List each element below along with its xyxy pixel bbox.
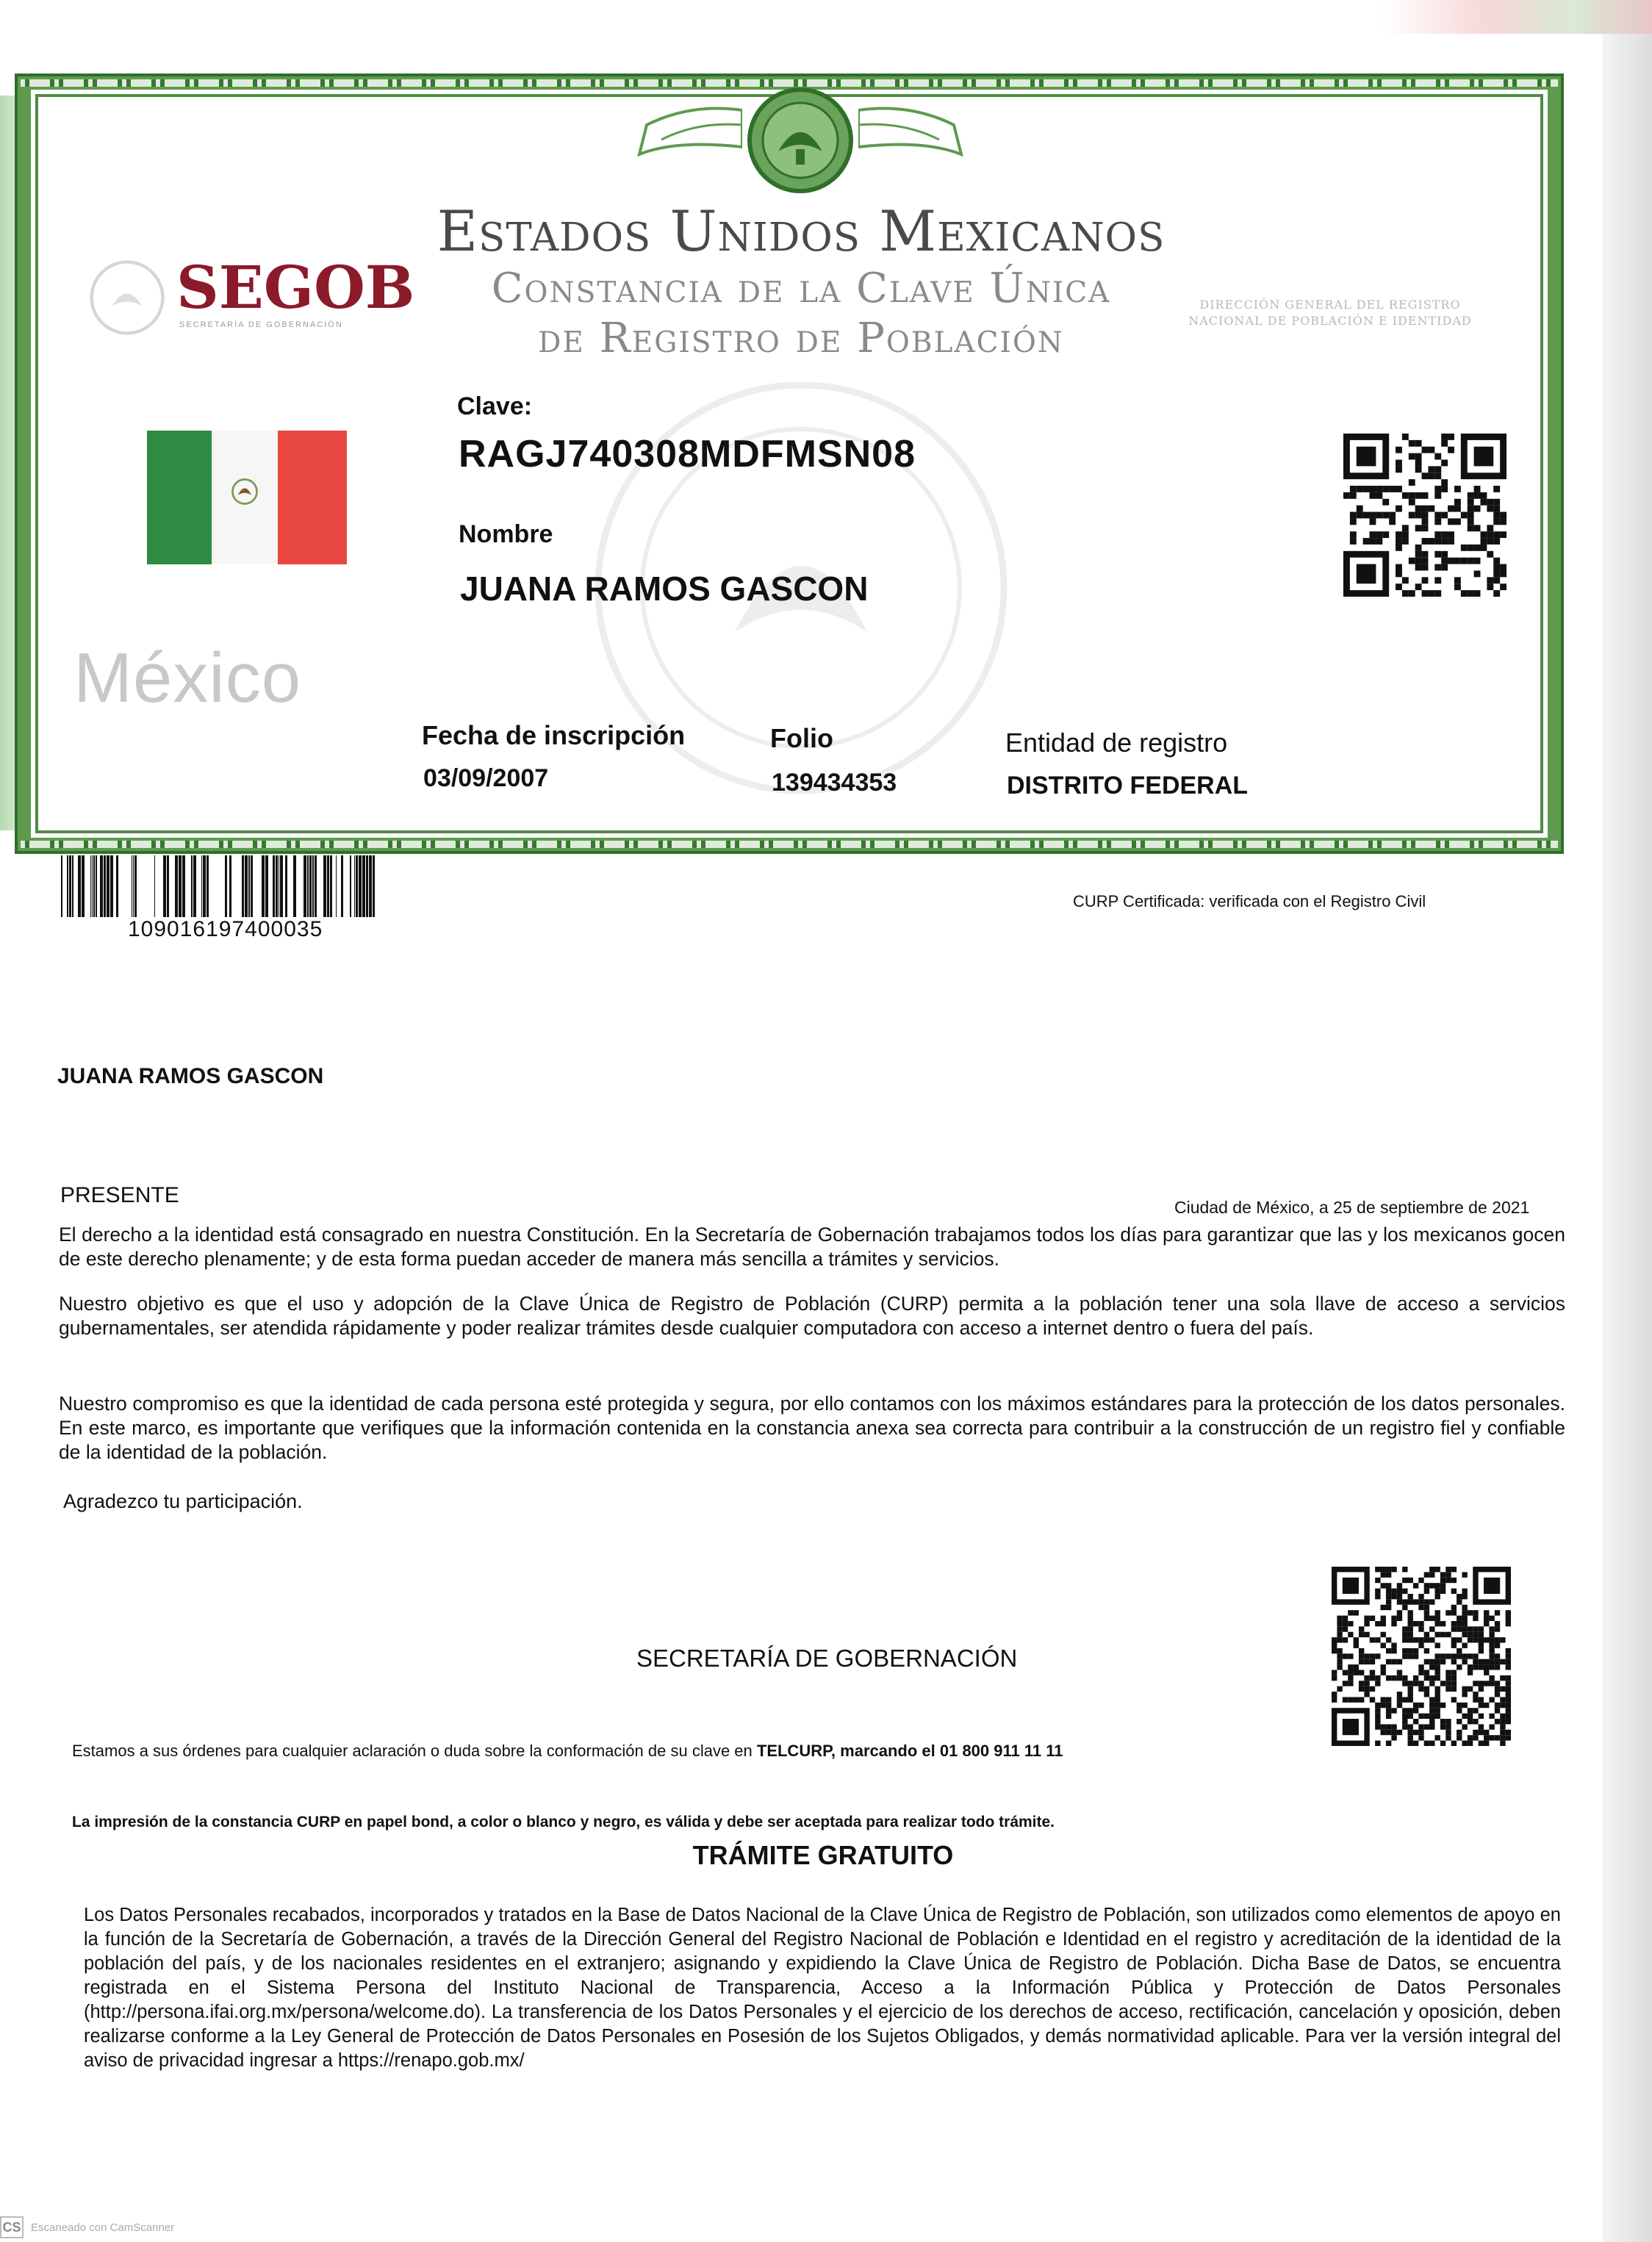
clave-label: Clave: <box>457 392 533 420</box>
ornament-right-icon <box>858 96 969 176</box>
folio-label: Folio <box>770 723 833 753</box>
barcode-number: 10901619740003​5 <box>128 917 323 941</box>
telcurp-line <box>72 1742 1248 1761</box>
letter-thanks: Agradezco tu participación. <box>63 1490 303 1512</box>
mexico-brand-watermark: México <box>73 639 302 717</box>
privacy-notice: Los Datos Personales recabados, incorporados y tratados en la Base de Datos Nacional de la Clave Única de Registro de Población, son utilizados como elementos de apoyo en la función de la Secretaría de Gobernación, a través de la Dirección General del Registro Nacional de Población e Identidad en el registro y acreditación de la identidad de la población del país, y de los nacionales residentes en el extranjero; asignando y expidiendo la Clave Única de Registro de Población. Dicha Base de Datos, se encuentra registrada en el Sistema Persona del Instituto Nacional de Transparencia, Acceso a la Información Pública y Protección de Datos Personales (http://persona.ifai.org.mx/persona/welcome.do). La transferencia de los Datos Personales y el ejercicio de los derechos de acceso, rectificación, cancelación y oposición, deben realizarse conforme a la Ley General de Protección de Datos Personales en Posesión de los Sujetos Obligados, y demás normatividad aplicable. Para ver la versión integral del aviso de privacidad ingresar a https://renapo.gob.mx/ <box>84 1905 1561 2071</box>
qr-code-icon <box>1343 434 1506 597</box>
letter-paragraph: El derecho a la identidad está consagrado en nuestra Constitución. En la Secretaría de Gobernación trabajamos todos los días para garantizar que las y los mexicanos gocen de este derecho plenamente; y de esta forma puedan acceder de manera más sencilla a trámites y servicios. <box>59 1224 1565 1270</box>
title-registro: de Registro de Población <box>538 315 1064 362</box>
mexican-flag-icon <box>147 431 347 564</box>
telcurp-phone: TELCURP, marcando el 01 800 911 11 11 <box>756 1742 1063 1760</box>
entidad-registro-value: DISTRITO FEDERAL <box>1007 772 1249 800</box>
ornament-left-icon <box>632 96 742 176</box>
tramite-gratuito-heading: TRÁMITE GRATUITO <box>692 1840 954 1870</box>
title-country: Estados Unidos Mexicanos <box>437 198 1166 264</box>
letter-signature: SECRETARÍA DE GOBERNACIÓN <box>636 1645 1018 1672</box>
barcode-icon <box>54 855 375 917</box>
entidad-registro-label: Entidad de registro <box>1005 727 1228 758</box>
camscanner-text: Escaneado con CamScanner <box>31 2221 175 2234</box>
letter-paragraph: Nuestro objetivo es que el uso y adopción de la Clave Única de Registro de Población (CURP) permita a la población tener una sola llave de acceso a servicios gubernamentales, ser atendida rápidamente y poder realizar trámites desde cualquier computadora con acceso a internet dentro o fuera del país. <box>59 1293 1565 1339</box>
curp-certificada-note: CURP Certificada: verificada con el Registro Civil <box>1073 892 1426 910</box>
qr-code-icon <box>1332 1567 1511 1746</box>
clave-value: RAGJ740308MDFMSN08 <box>459 433 916 475</box>
letter-addressee: JUANA RAMOS GASCON <box>57 1064 324 1088</box>
nombre-label: Nombre <box>459 520 553 548</box>
fecha-inscripcion-value: 03/09/2007 <box>423 764 549 792</box>
letter-paragraph: Nuestro compromiso es que la identidad de cada persona esté protegida y segura, por ello contamos con los máximos estándares para la protección de los datos personales. En este marco, es importante que verifiques que la información contenida en la constancia anexa sea correcta para contribuir a la construcción de un registro fiel y confiable de la identidad de la población. <box>59 1393 1565 1463</box>
direccion-general-text: DIRECCIÓN GENERAL DEL REGISTRO NACIONAL DE POBLACIÓN E IDENTIDAD <box>1188 298 1472 328</box>
flag-emblem-icon <box>228 475 262 509</box>
segob-subtitle: SECRETARÍA DE GOBERNACIÓN <box>179 320 343 329</box>
camscanner-badge <box>0 2216 174 2238</box>
segob-logo: SEGOB <box>176 253 415 322</box>
letter-presente: PRESENTE <box>60 1183 179 1207</box>
scan-top-corner <box>1382 0 1652 34</box>
folio-value: 139434353 <box>772 769 897 797</box>
telcurp-text: Estamos a sus órdenes para cualquier aclaración o duda sobre la conformación de su clave en <box>72 1742 757 1760</box>
impresion-note: La impresión de la constancia CURP en papel bond, a color o blanco y negro, es válida y debe ser aceptada para realizar todo trámite. <box>72 1814 1055 1830</box>
letter-place-date: Ciudad de México, a 25 de septiembre de 2021 <box>1174 1198 1530 1217</box>
segob-seal-icon <box>87 257 168 338</box>
nombre-value: JUANA RAMOS GASCON <box>460 570 869 608</box>
title-constancia: Constancia de la Clave Única <box>491 265 1111 312</box>
fecha-inscripcion-label: Fecha de inscripción <box>422 720 686 750</box>
mexican-eagle-seal-icon <box>745 85 855 195</box>
scan-edge-shadow <box>1602 0 1652 2242</box>
camscanner-logo: CS <box>0 2216 24 2238</box>
